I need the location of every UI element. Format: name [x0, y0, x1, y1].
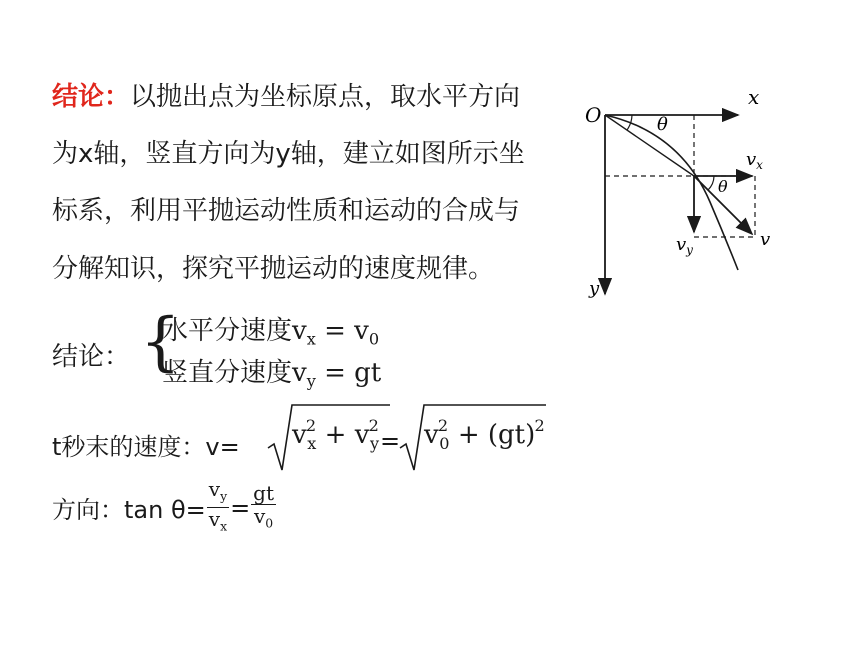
projectile-diagram [580, 82, 780, 302]
vx-equals: = v [324, 316, 369, 346]
y-axis-label: y [589, 278, 600, 299]
vy-label: $v_y$ [676, 234, 693, 257]
vx-label: $v_x$ [746, 149, 763, 172]
v-label: v [760, 229, 771, 250]
origin-label: O [585, 103, 602, 127]
vertical-velocity-label: 竖直分速度 [162, 358, 293, 388]
gt-term: (gt) [487, 420, 536, 451]
formula-vertical-velocity [162, 352, 381, 391]
speed-radicand-1: $v^2_x + v^2_y$ [292, 416, 380, 453]
speed-label: t秒末的速度：v= [52, 433, 240, 461]
left-brace: { [140, 305, 181, 379]
theta-label-origin: θ [657, 114, 668, 135]
vy-symbol: $v_y$ [292, 358, 316, 391]
conclusion-label: 结论： [52, 342, 131, 372]
plus-sign-1: + [324, 420, 347, 451]
fraction-vy-vx: $\frac{v_y}{v_x}$ [208, 477, 228, 534]
speed-equals: = [380, 427, 401, 455]
conclusion-heading: 结论： [52, 82, 131, 112]
fraction-gt-v0: $\frac{gt}{v_0}$ [253, 480, 275, 530]
intro-text-1: 以抛出点为坐标原点，取水平方向 [130, 82, 521, 112]
theta-label-point: θ [718, 177, 728, 196]
displacement-line [605, 115, 694, 176]
intro-line-2: 为x轴，竖直方向为y轴，建立如图所示坐 [52, 139, 525, 169]
x-axis-label: x [748, 85, 760, 109]
direction-formula [52, 478, 277, 538]
intro-line-4: 分解知识，探究平抛运动的速度规律。 [52, 254, 495, 284]
intro-line-3: 标系，利用平抛运动性质和运动的合成与 [52, 196, 521, 226]
horizontal-velocity-label: 水平分速度 [162, 316, 293, 346]
speed-radicand-2: $v^2_0 + (gt)^2$ [424, 416, 545, 453]
formula-horizontal-velocity [162, 310, 379, 349]
intro-line-1 [52, 84, 520, 110]
vx-zero-sub: 0 [368, 329, 380, 349]
direction-equals: = [230, 493, 251, 522]
vy-equals: = gt [324, 358, 382, 388]
direction-label: 方向：tan θ= [52, 496, 206, 525]
vx-symbol: $v_x$ [292, 316, 316, 349]
